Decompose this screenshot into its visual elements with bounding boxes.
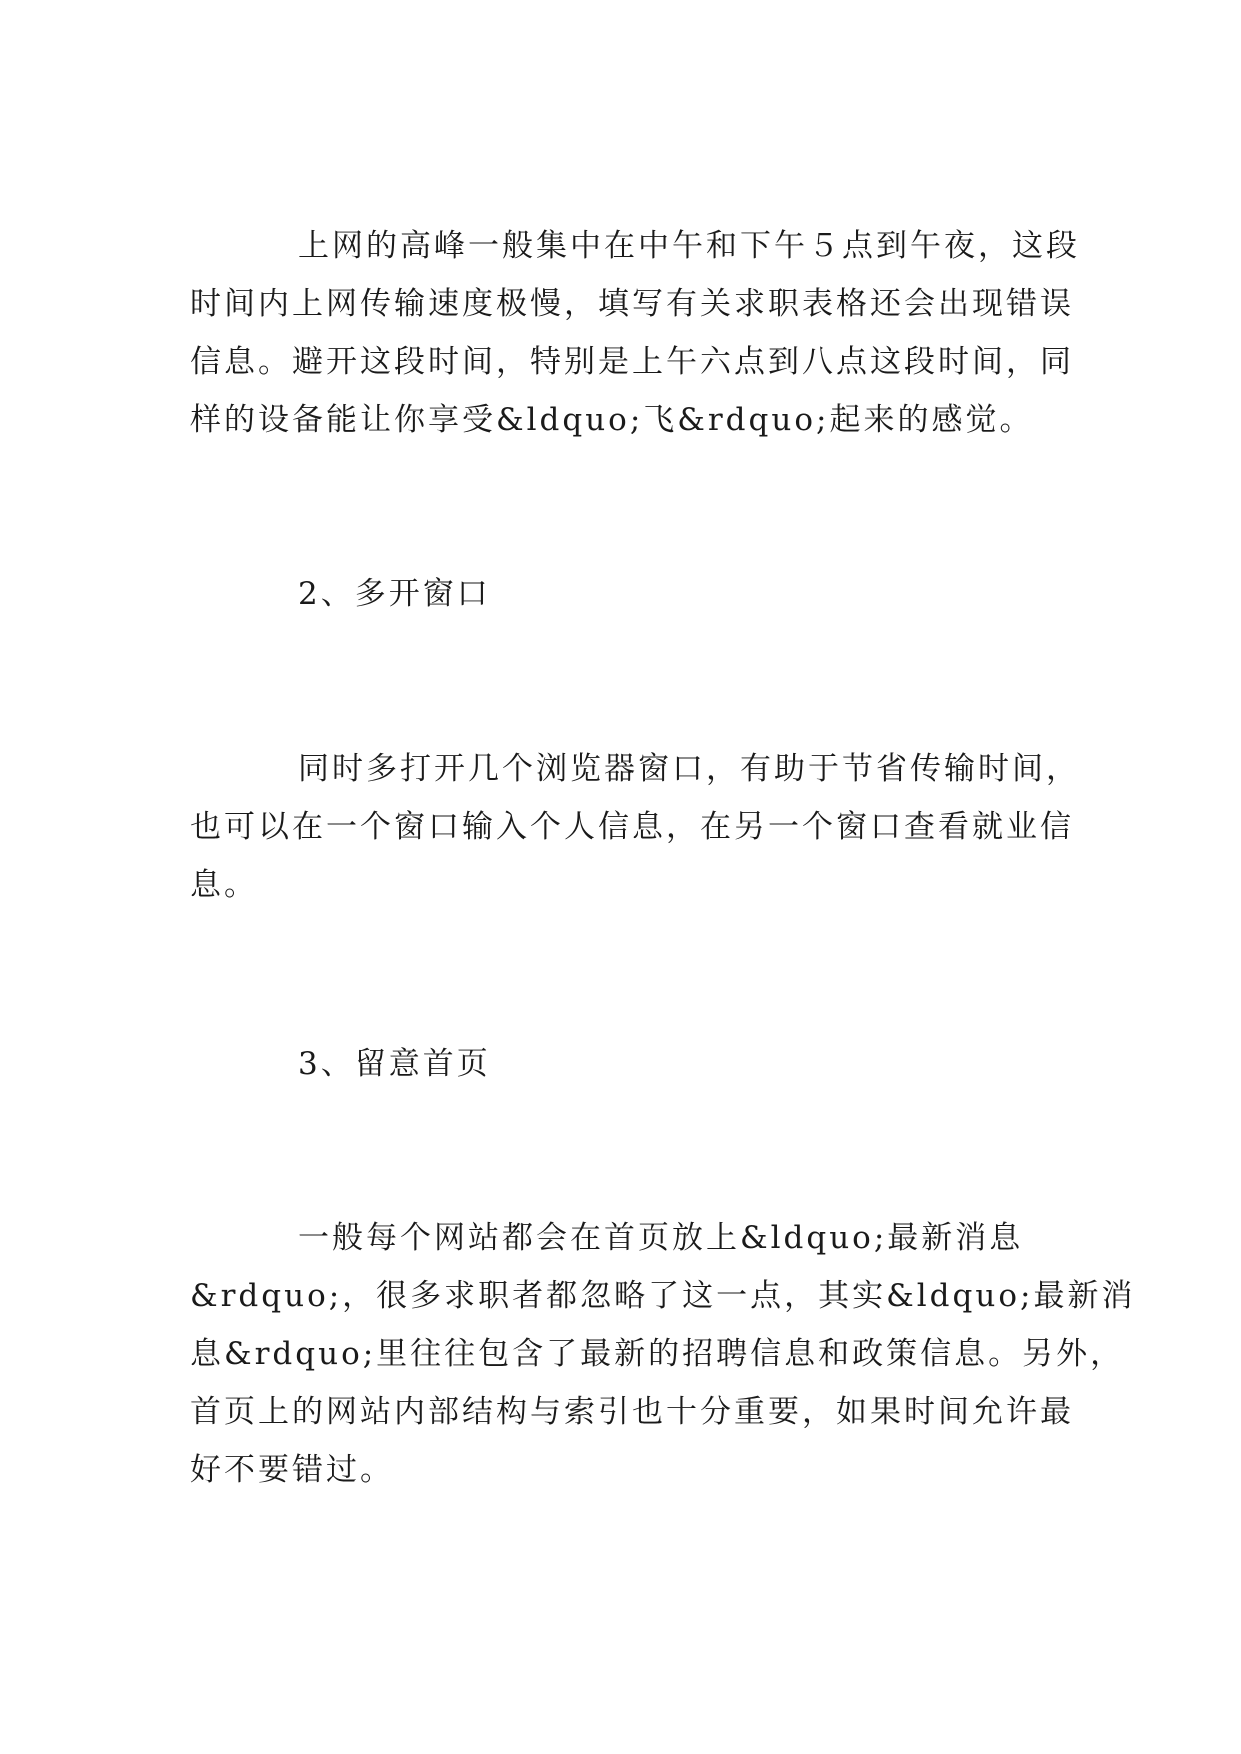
paragraph-line: 首页上的网站内部结构与索引也十分重要，如果时间允许最	[190, 1394, 1074, 1430]
paragraph-line: 上网的高峰一般集中在中午和下午５点到午夜，这段	[298, 228, 1080, 264]
paragraph-line: 信息。避开这段时间，特别是上午六点到八点这段时间，同	[190, 344, 1074, 380]
paragraph-multiple-windows	[190, 740, 1080, 914]
paragraph-line: &rdquo;，很多求职者都忽略了这一点，其实&ldquo;最新消	[190, 1278, 1136, 1314]
paragraph-line: 息&rdquo;里往往包含了最新的招聘信息和政策信息。另外，	[190, 1336, 1125, 1372]
paragraph-line: 同时多打开几个浏览器窗口，有助于节省传输时间，	[298, 751, 1080, 787]
paragraph-line: 好不要错过。	[190, 1452, 394, 1488]
paragraph-line: 样的设备能让你享受&ldquo;飞&rdquo;起来的感觉。	[190, 402, 1034, 438]
section-heading-homepage: 3、留意首页	[298, 1046, 491, 1082]
paragraph-peak-hours	[190, 217, 1080, 449]
paragraph-line: 一般每个网站都会在首页放上&ldquo;最新消息	[298, 1220, 1024, 1256]
paragraph-line: 时间内上网传输速度极慢，填写有关求职表格还会出现错误	[190, 286, 1074, 322]
paragraph-line: 息。	[190, 867, 258, 903]
section-heading-multiple-windows: 2、多开窗口	[298, 576, 491, 612]
paragraph-line: 也可以在一个窗口输入个人信息，在另一个窗口查看就业信	[190, 809, 1074, 845]
paragraph-homepage	[190, 1209, 1136, 1499]
